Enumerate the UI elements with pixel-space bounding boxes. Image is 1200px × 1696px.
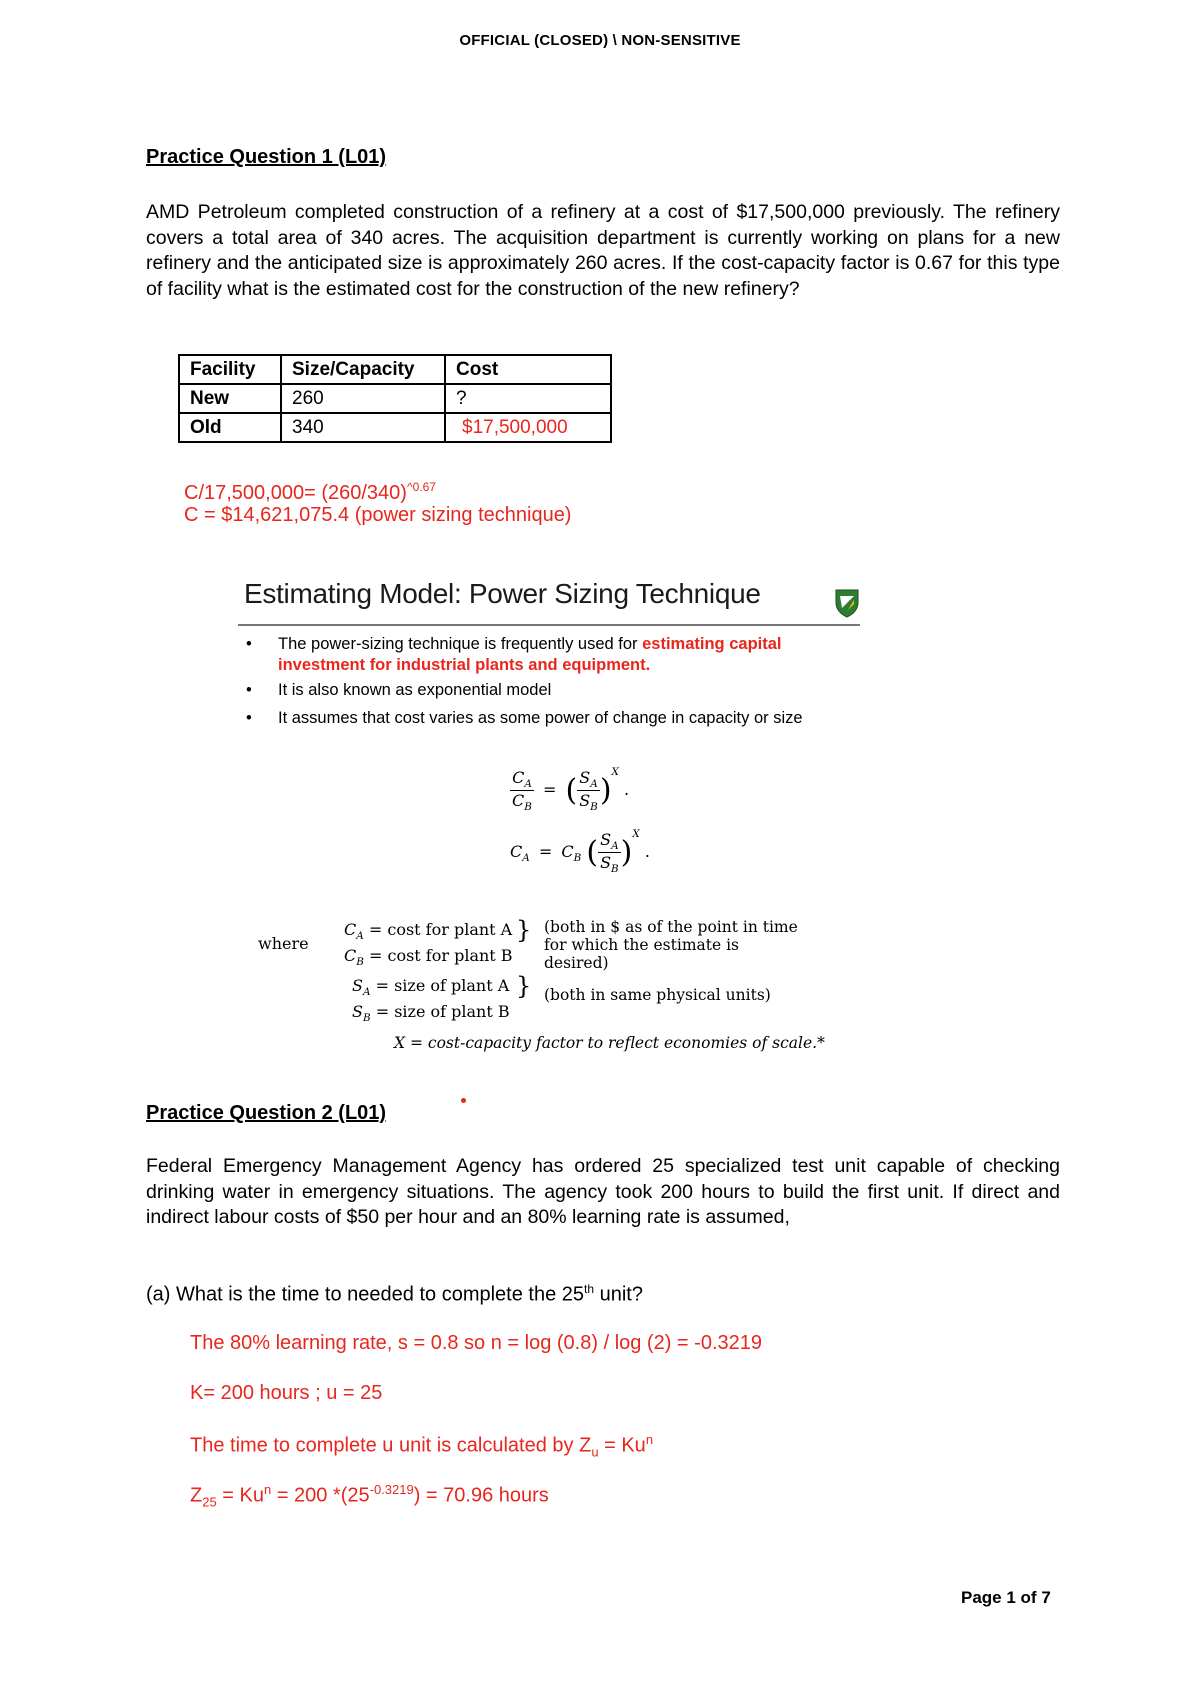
cost-definitions: $C_A = \cos t$ for plant A $C_B = \cos t$ for plant B	[344, 920, 513, 969]
def-cb: = cost for plant B	[368, 946, 513, 966]
table-cell: 260	[281, 384, 445, 413]
def-sa: = size of plant A	[375, 976, 510, 995]
answer-1-line-1	[184, 480, 436, 505]
part-a-text-end: unit?	[594, 1283, 643, 1306]
question-2-body: Federal Emergency Management Agency has ordered 25 specialized test unit capable of checking drinking water in emergency situations. The agency took 200 hours to build the first unit. If direct and indirect labour costs of $50 per hour and an 80% learning rate is assumed,	[146, 1155, 1060, 1228]
table-cell: $17,500,000	[445, 413, 611, 442]
answer-2-line-4-mid: = Ku	[216, 1484, 264, 1507]
facility-table	[178, 354, 612, 443]
brace-size: }	[516, 972, 532, 1000]
table-header-cell: Size/Capacity	[281, 355, 445, 384]
table-cell: New	[179, 384, 281, 413]
bullet-1-highlight: estimating capital investment for industrial plants and equipment.	[278, 635, 782, 674]
bullet-dot-icon: •	[246, 635, 252, 653]
answer-2-line-3-text: The time to complete u unit is calculated by Z	[190, 1434, 592, 1457]
answer-2-line-1: The 80% learning rate, s = 0.8 so n = log (0.8) / log (2) = -0.3219	[190, 1332, 763, 1354]
note-size: (both in same physical units)	[544, 986, 771, 1004]
answer-2-line-4-sub: 25	[202, 1494, 217, 1510]
part-a-text: (a) What is the time to needed to complete the 25	[146, 1283, 585, 1306]
answer-1-line-2: C = $14,621,075.4 (power sizing technique)	[184, 504, 572, 526]
slide-bullet-2	[246, 680, 826, 701]
size-definitions: $S_A$ = size of plant A $S_B$ = size of plant B	[352, 976, 510, 1025]
bullet-2-text: It is also known as exponential model	[278, 681, 552, 699]
answer-2-line-4-text: Z	[190, 1484, 203, 1507]
bullet-dot-icon: •	[246, 681, 252, 699]
page-number: 1	[1006, 1588, 1016, 1607]
table-header-cell: Facility	[179, 355, 281, 384]
table-row	[179, 384, 611, 413]
page-total: 7	[1041, 1588, 1051, 1607]
bullet-dot-icon: •	[246, 709, 252, 727]
answer-2-line-4-end: ) = 70.96 hours	[413, 1484, 549, 1507]
bullet-1-text: The power-sizing technique is frequently used for	[278, 635, 643, 653]
table-cell: 340	[281, 413, 445, 442]
question-2-part-a	[146, 1282, 643, 1307]
red-dot-mark	[461, 1098, 466, 1103]
power-sizing-slide	[238, 578, 858, 1068]
slide-bullet-1	[246, 634, 826, 676]
formula-ratio: $\frac{C_A}{C_B}$ = ( $\frac{S_A}{S_B}$ )$^X$ .	[512, 766, 630, 814]
page-label: Page	[961, 1588, 1007, 1607]
bullet-3-text: It assumes that cost varies as some power of change in capacity or size	[278, 709, 803, 727]
page-footer	[961, 1588, 1051, 1608]
answer-2-line-2: K= 200 hours ; u = 25	[190, 1382, 383, 1404]
slide-title: Estimating Model: Power Sizing Technique	[244, 578, 761, 609]
slide-bullet-3	[246, 708, 806, 729]
x-def-text: = cost-capacity factor to reflect economies of scale.*	[409, 1034, 825, 1052]
shield-logo-icon	[834, 588, 860, 618]
page-of-label: of	[1015, 1588, 1042, 1607]
answer-1-exponent: ^0.67	[406, 480, 436, 494]
answer-2-line-4-sup2: -0.3219	[369, 1482, 414, 1497]
formula-solved: $C_A = C_B$ ( $\frac{S_A}{S_B}$ )$^X$ .	[510, 828, 650, 876]
answer-2-line-4-sup1: n	[263, 1482, 272, 1497]
where-label: where	[258, 934, 309, 953]
slide-divider	[238, 624, 860, 626]
table-row	[179, 413, 611, 442]
question-1-body: AMD Petroleum completed construction of a refinery at a cost of $17,500,000 previously. The refinery covers a total area of 340 acres. The acquisition department is currently working on plans for a new refinery and the anticipated size is approximately 260 acres. If the cost-capacity factor is 0.67 for this type of facility what is the estimated cost for the construction of the new refinery?	[146, 201, 1060, 300]
table-header-cell: Cost	[445, 355, 611, 384]
question-1-title: Practice Question 1 (L01)	[146, 146, 387, 168]
part-a-superscript: th	[584, 1282, 595, 1296]
x-definition: X = cost-capacity factor to reflect economies of scale.*	[394, 1034, 825, 1052]
table-header-row	[179, 355, 611, 384]
answer-2-line-3-sup: n	[645, 1432, 654, 1447]
table-cell: Old	[179, 413, 281, 442]
answer-2-line-3-sub: u	[591, 1444, 599, 1460]
def-sb: = size of plant B	[375, 1002, 510, 1022]
answer-2-line-4	[190, 1482, 549, 1510]
def-ca: = cost for plant A	[368, 920, 513, 939]
note-cost: (both in $ as of the point in time for which the estimate is desired)	[544, 918, 798, 972]
answer-1-equation: C/17,500,000= (260/340)	[184, 482, 407, 504]
answer-2-line-3	[190, 1432, 653, 1460]
table-cell: ?	[445, 384, 611, 413]
question-2-title: Practice Question 2 (L01)	[146, 1102, 387, 1124]
brace-cost: }	[516, 916, 532, 944]
answer-2-line-4-mid2: = 200 *(25	[271, 1484, 370, 1507]
answer-2-line-3-mid: = Ku	[598, 1434, 646, 1457]
classification-header: OFFICIAL (CLOSED) \ NON-SENSITIVE	[459, 32, 741, 49]
